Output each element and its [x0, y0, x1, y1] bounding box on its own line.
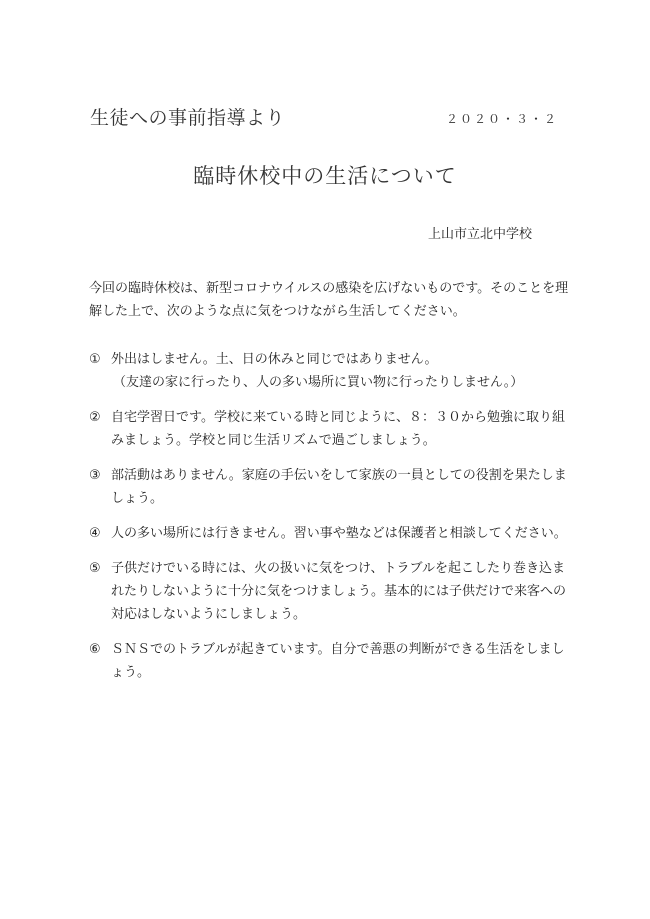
- rule-number: ②: [89, 410, 101, 425]
- rule-text: 自宅学習日です。学校に来ている時と同じように、８：３０から勉強に取り組みましょう。学校と同じ生活リズムで過ごしましょう。: [111, 410, 565, 448]
- school-name: 上山市立北中学校: [428, 227, 533, 242]
- rule-item: [89, 464, 569, 510]
- rule-item: [89, 638, 569, 684]
- rule-number: ⑥: [89, 642, 101, 657]
- rule-item: [89, 348, 569, 394]
- rule-number: ④: [89, 526, 101, 541]
- rule-item: [89, 406, 569, 452]
- rule-number: ③: [89, 468, 101, 483]
- rule-subtext: （友達の家に行ったり、人の多い場所に買い物に行ったりしません。）: [113, 375, 524, 390]
- intro-paragraph: 今回の臨時休校は、新型コロナウイルスの感染を広げないものです。そのことを理解した上で、次のような点に気をつけながら生活してください。: [89, 281, 569, 319]
- rule-item: [89, 557, 569, 626]
- rule-number: ⑤: [89, 561, 101, 576]
- header-label: 生徒への事前指導より: [90, 107, 286, 129]
- rule-text: 外出はしません。土、日の休みと同じではありません。: [111, 352, 438, 367]
- header-date: ２０２０・３・２: [446, 112, 559, 126]
- rule-text: 人の多い場所には行きません。習い事や塾などは保護者と相談してください。: [111, 526, 567, 541]
- rule-text: 部活動はありません。家庭の手伝いをして家族の一員としての役割を果たしましょう。: [111, 468, 567, 506]
- rule-list: [89, 348, 569, 696]
- rule-text: 子供だけでいる時には、火の扱いに気をつけ、トラブルを起こしたり巻き込まれたりしないように十分に気をつけましょう。基本的には子供だけで来客への対応はしないようにしましょう。: [111, 561, 567, 622]
- rule-number: ①: [89, 352, 101, 367]
- rule-item: [89, 522, 569, 545]
- page-title: 臨時休校中の生活について: [193, 164, 457, 188]
- rule-text: ＳＮＳでのトラブルが起きています。自分で善悪の判断ができる生活をしましょう。: [111, 642, 565, 680]
